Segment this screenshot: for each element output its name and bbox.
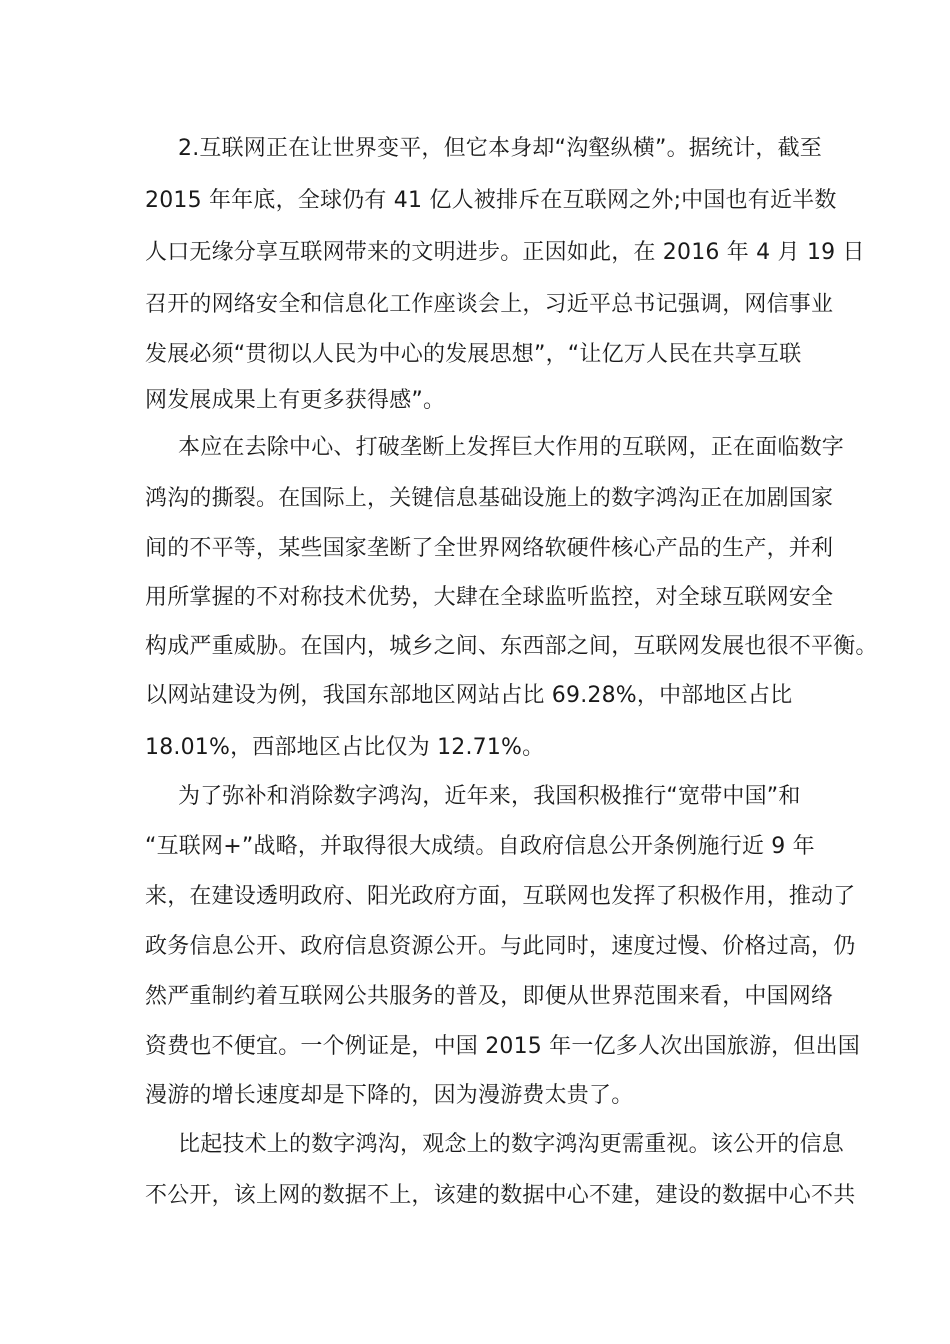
paragraph-3-line-2: “互联网+”战略，并取得很大成绩。自政府信息公开条例施行近 9 年 [145, 834, 815, 859]
paragraph-2-line-3: 间的不平等，某些国家垄断了全世界网络软硬件核心产品的生产，并利 [145, 536, 834, 561]
paragraph-3-line-4: 政务信息公开、政府信息资源公开。与此同时，速度过慢、价格过高，仍 [145, 934, 856, 959]
paragraph-3-line-3: 来，在建设透明政府、阳光政府方面，互联网也发挥了积极作用，推动了 [145, 884, 856, 909]
paragraph-1-line-6: 网发展成果上有更多获得感”。 [145, 388, 446, 413]
paragraph-3-line-7: 漫游的增长速度却是下降的，因为漫游费太贵了。 [145, 1083, 634, 1108]
paragraph-4-line-1: 比起技术上的数字鸿沟，观念上的数字鸿沟更需重视。该公开的信息 [178, 1132, 845, 1157]
paragraph-2-line-4: 用所掌握的不对称技术优势，大肆在全球监听监控，对全球互联网安全 [145, 585, 834, 610]
paragraph-1-line-2: 2015 年年底，全球仍有 41 亿人被排斥在互联网之外;中国也有近半数 [145, 188, 837, 213]
paragraph-1-line-4: 召开的网络安全和信息化工作座谈会上，习近平总书记强调，网信事业 [145, 292, 834, 317]
paragraph-3-line-6: 资费也不便宜。一个例证是，中国 2015 年一亿多人次出国旅游，但出国 [145, 1034, 860, 1059]
paragraph-1-line-5: 发展必须“贯彻以人民为中心的发展思想”，“让亿万人民在共享互联 [145, 342, 802, 367]
paragraph-4-line-2: 不公开，该上网的数据不上，该建的数据中心不建，建设的数据中心不共 [145, 1183, 856, 1208]
paragraph-2-line-7: 18.01%，西部地区占比仅为 12.71%。 [145, 735, 545, 760]
paragraph-3-line-5: 然严重制约着互联网公共服务的普及，即便从世界范围来看，中国网络 [145, 984, 834, 1009]
paragraph-1-line-3: 人口无缘分享互联网带来的文明进步。正因如此，在 2016 年 4 月 19 日 [145, 240, 865, 265]
paragraph-2-line-1: 本应在去除中心、打破垄断上发挥巨大作用的互联网，正在面临数字 [178, 435, 845, 460]
paragraph-2-line-2: 鸿沟的撕裂。在国际上，关键信息基础设施上的数字鸿沟正在加剧国家 [145, 486, 834, 511]
paragraph-3-line-1: 为了弥补和消除数字鸿沟，近年来，我国积极推行“宽带中国”和 [178, 784, 801, 809]
paragraph-1-line-1: 2.互联网正在让世界变平，但它本身却“沟壑纵横”。据统计，截至 [178, 136, 822, 161]
paragraph-2-line-5: 构成严重威胁。在国内，城乡之间、东西部之间，互联网发展也很不平衡。 [145, 634, 878, 659]
paragraph-2-line-6: 以网站建设为例，我国东部地区网站占比 69.28%，中部地区占比 [145, 683, 793, 708]
